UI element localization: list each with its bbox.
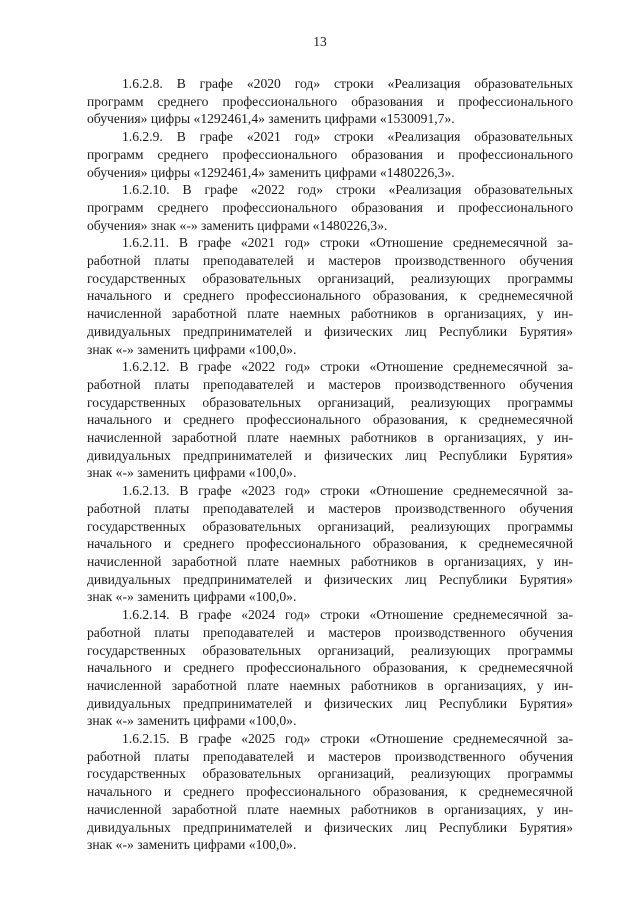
paragraph [87, 730, 573, 854]
paragraph-line: государственных образовательных организаций, реализующих программы [87, 394, 573, 410]
paragraph-line: работной платы преподавателей и мастеров производственного обучения [87, 500, 573, 516]
paragraph-line: дивидуальных предпринимателей и физических лиц Республики Бурятия» [87, 695, 573, 711]
paragraph-line: работной платы преподавателей и мастеров производственного обучения [87, 748, 573, 764]
paragraph-line: дивидуальных предпринимателей и физических лиц Республики Бурятия» [87, 323, 573, 339]
paragraph-line: знак «-» заменить цифрами «100,0». [87, 589, 297, 605]
page-number: 13 [313, 34, 327, 49]
paragraph-line: начального и среднего профессионального образования, к среднемесячной [87, 412, 573, 428]
paragraph-line: 1.6.2.9. В графе «2021 год» строки «Реализация образовательных [122, 129, 573, 145]
paragraph [87, 75, 573, 128]
paragraph-line: начисленной заработной плате наемных работников в организациях, у ин- [87, 430, 573, 446]
paragraph-line: знак «-» заменить цифрами «100,0». [87, 341, 297, 357]
paragraph-line: начального и среднего профессионального образования, к среднемесячной [87, 536, 573, 552]
paragraph-line: 1.6.2.15. В графе «2025 год» строки «Отношение среднемесячной за- [122, 731, 573, 747]
paragraph-line: работной платы преподавателей и мастеров производственного обучения [87, 253, 573, 269]
paragraph-line: начисленной заработной плате наемных работников в организациях, у ин- [87, 553, 573, 569]
paragraph-line: 1.6.2.14. В графе «2024 год» строки «Отношение среднемесячной за- [122, 607, 573, 623]
paragraph-line: государственных образовательных организаций, реализующих программы [87, 270, 573, 286]
paragraph-line: 1.6.2.12. В графе «2022 год» строки «Отношение среднемесячной за- [122, 359, 573, 375]
paragraph-line: государственных образовательных организаций, реализующих программы [87, 642, 573, 658]
paragraph [87, 181, 573, 234]
paragraph-line: 1.6.2.11. В графе «2021 год» строки «Отношение среднемесячной за- [122, 235, 573, 251]
paragraph-line: дивидуальных предпринимателей и физических лиц Республики Бурятия» [87, 571, 573, 587]
paragraph-line: 1.6.2.13. В графе «2023 год» строки «Отношение среднемесячной за- [122, 483, 573, 499]
paragraph [87, 234, 573, 358]
paragraph-line: начального и среднего профессионального образования, к среднемесячной [87, 288, 573, 304]
paragraph-line: дивидуальных предпринимателей и физических лиц Республики Бурятия» [87, 447, 573, 463]
paragraph-line: знак «-» заменить цифрами «100,0». [87, 837, 297, 853]
paragraph-line: государственных образовательных организаций, реализующих программы [87, 766, 573, 782]
paragraph-line: начального и среднего профессионального образования, к среднемесячной [87, 660, 573, 676]
paragraph-line: дивидуальных предпринимателей и физических лиц Республики Бурятия» [87, 819, 573, 835]
paragraph-line: программ среднего профессионального образования и профессионального [87, 93, 573, 109]
paragraph-line: начисленной заработной плате наемных работников в организациях, у ин- [87, 677, 573, 693]
paragraph-line: начисленной заработной плате наемных работников в организациях, у ин- [87, 801, 573, 817]
paragraph [87, 482, 573, 606]
paragraph-line: обучения» цифры «1292461,4» заменить цифрами «1480226,3». [87, 164, 455, 180]
paragraph [87, 358, 573, 482]
paragraph-line: обучения» цифры «1292461,4» заменить цифрами «1530091,7». [87, 111, 455, 127]
document-body [87, 75, 573, 854]
paragraph-line: программ среднего профессионального образования и профессионального [87, 199, 573, 215]
paragraph [87, 606, 573, 730]
paragraph [87, 128, 573, 181]
paragraph-line: обучения» знак «-» заменить цифрами «1480226,3». [87, 217, 388, 233]
paragraph-line: работной платы преподавателей и мастеров производственного обучения [87, 376, 573, 392]
paragraph-line: знак «-» заменить цифрами «100,0». [87, 713, 297, 729]
paragraph-line: работной платы преподавателей и мастеров производственного обучения [87, 624, 573, 640]
paragraph-line: 1.6.2.10. В графе «2022 год» строки «Реализация образовательных [122, 182, 573, 198]
paragraph-line: начального и среднего профессионального образования, к среднемесячной [87, 784, 573, 800]
paragraph-line: знак «-» заменить цифрами «100,0». [87, 465, 297, 481]
paragraph-line: государственных образовательных организаций, реализующих программы [87, 518, 573, 534]
paragraph-line: 1.6.2.8. В графе «2020 год» строки «Реализация образовательных [122, 76, 573, 91]
paragraph-line: программ среднего профессионального образования и профессионального [87, 146, 573, 162]
paragraph-line: начисленной заработной плате наемных работников в организациях, у ин- [87, 306, 573, 322]
